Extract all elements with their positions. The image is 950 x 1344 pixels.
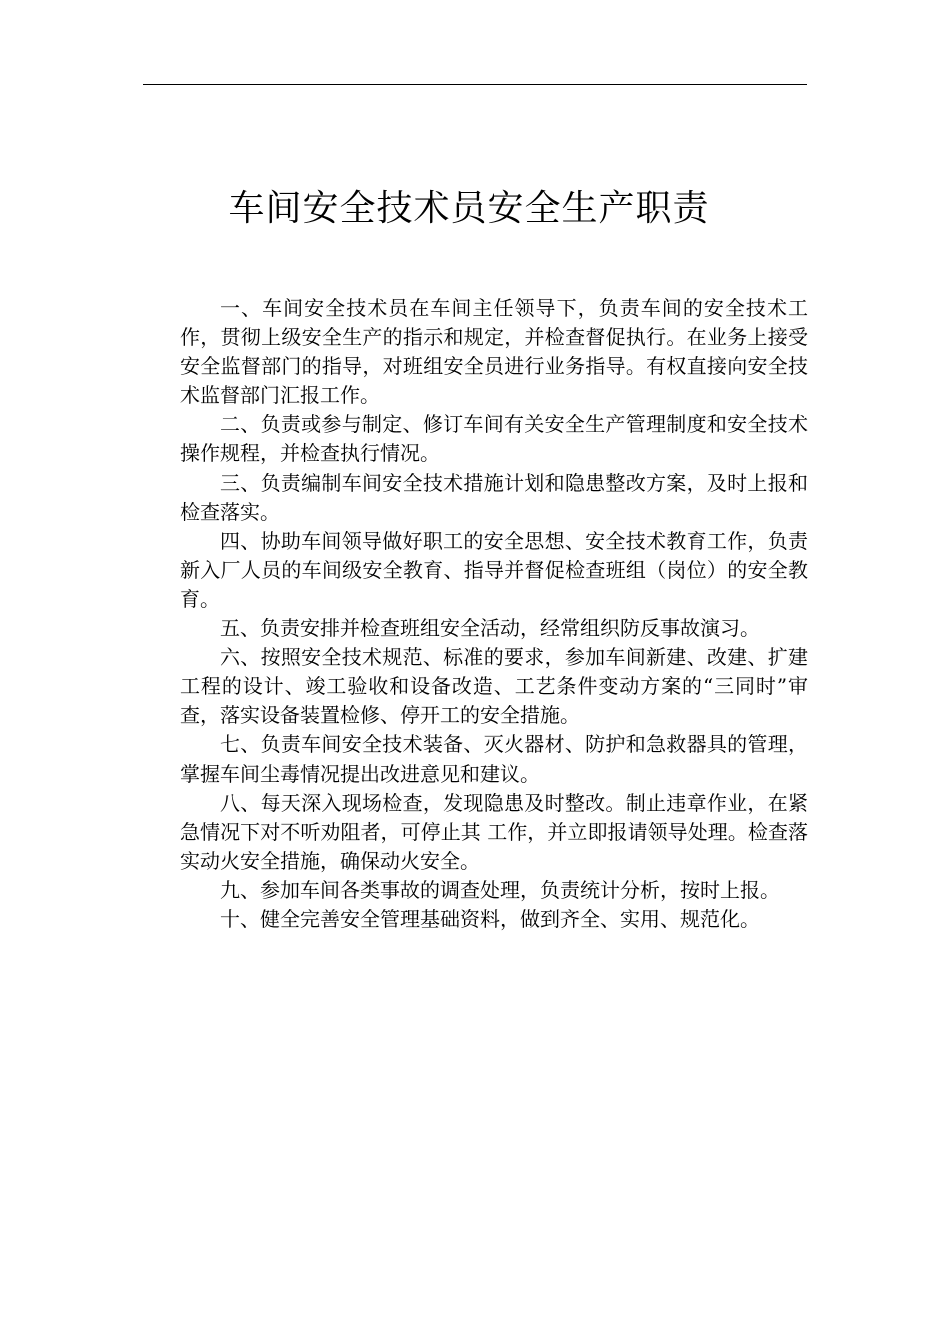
clause-7: 七、负责车间安全技术装备、灭火器材、防护和急救器具的管理，掌握车间尘毒情况提出改进意见和建议。 bbox=[180, 732, 808, 786]
clause-4: 四、协助车间领导做好职工的安全思想、安全技术教育工作，负责新入厂人员的车间级安全教育、指导并督促检查班组（岗位）的安全教育。 bbox=[180, 528, 808, 611]
clause-5: 五、负责安排并检查班组安全活动，经常组织防反事故演习。 bbox=[220, 616, 760, 641]
clause-8: 八、每天深入现场检查，发现隐患及时整改。制止违章作业，在紧急情况下对不听劝阻者，可停止其 工作，并立即报请领导处理。检查落实动火安全措施，确保动火安全。 bbox=[180, 790, 808, 873]
clause-3: 三、负责编制车间安全技术措施计划和隐患整改方案，及时上报和检查落实。 bbox=[180, 470, 808, 524]
document-title: 车间安全技术员安全生产职责 bbox=[228, 188, 710, 229]
clause-2: 二、负责或参与制定、修订车间有关安全生产管理制度和安全技术操作规程，并检查执行情况。 bbox=[180, 412, 808, 466]
header-rule bbox=[143, 84, 807, 85]
clause-1: 一、车间安全技术员在车间主任领导下，负责车间的安全技术工作，贯彻上级安全生产的指示和规定，并检查督促执行。在业务上接受安全监督部门的指导，对班组安全员进行业务指导。有权直接向安全技术监督部门汇报工作。 bbox=[180, 296, 808, 408]
clause-10: 十、健全完善安全管理基础资料，做到齐全、实用、规范化。 bbox=[220, 906, 760, 931]
document-body bbox=[180, 294, 808, 934]
clause-9: 九、参加车间各类事故的调查处理，负责统计分析，按时上报。 bbox=[220, 877, 780, 902]
clause-6: 六、按照安全技术规范、标准的要求，参加车间新建、改建、扩建工程的设计、竣工验收和设备改造、工艺条件变动方案的“三同时”审查，落实设备装置检修、停开工的安全措施。 bbox=[180, 645, 808, 728]
